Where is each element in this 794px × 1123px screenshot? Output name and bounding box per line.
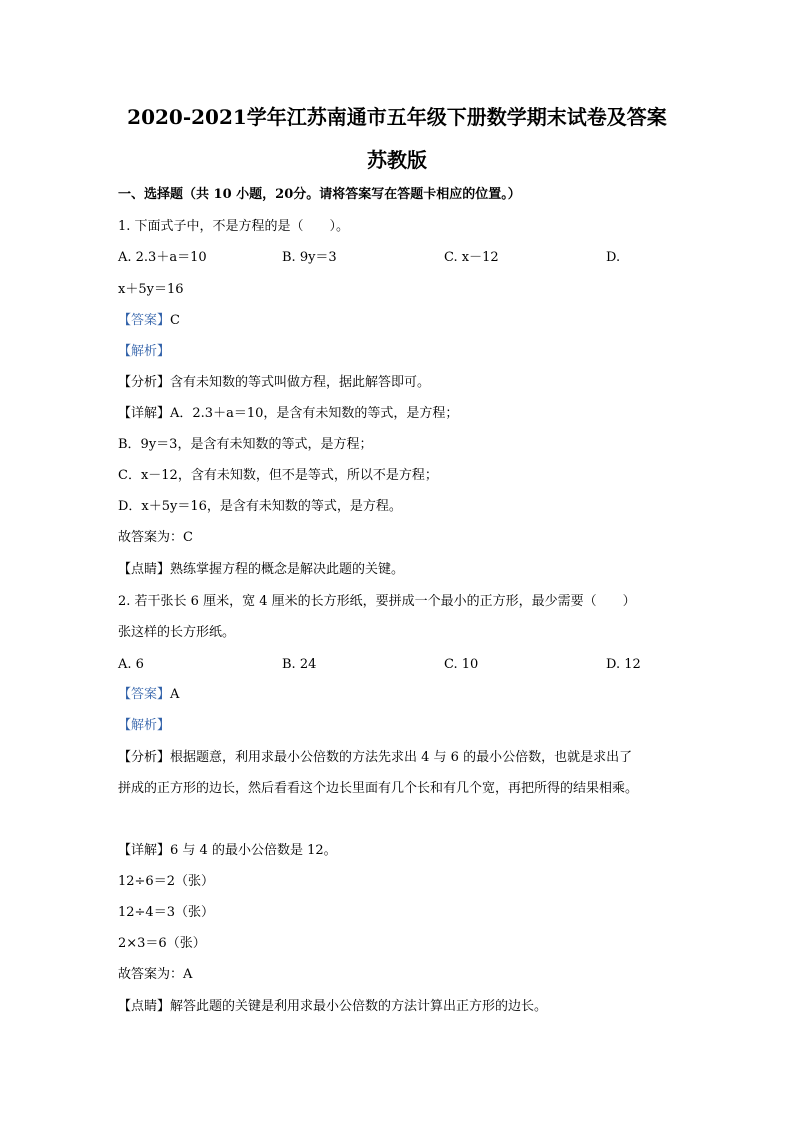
fenxi-tag: 【分析】: [118, 750, 171, 765]
answer-tag: 【答案】: [118, 687, 171, 702]
question-1-xiangjie-a: [118, 405, 458, 423]
section-heading: 一、选择题（共 10 小题，20分。请将答案写在答题卡相应的位置。）: [118, 187, 521, 202]
question-1-jiexi: [118, 343, 170, 361]
dianjing-text: 解答此题的关键是利用求最小公倍数的方法计算出正方形的边长。: [170, 999, 548, 1014]
jiexi-tag: 【解析】: [118, 344, 171, 359]
question-1-stem: 1. 下面式子中，不是方程的是（ ）。: [118, 219, 350, 234]
question-1-xiangjie-c: C．x－12，含有未知数，但不是等式，所以不是方程；: [118, 468, 438, 483]
question-2-xiangjie: [118, 842, 337, 860]
answer-value: C: [170, 313, 180, 328]
dianjing-tag: 【点睛】: [118, 999, 171, 1014]
document-title-line-1: 2020-2021学年江苏南通市五年级下册数学期末试卷及答案: [127, 105, 667, 129]
question-1-xiangjie-d: D．x＋5y＝16，是含有未知数的等式，是方程。: [118, 499, 402, 514]
question-2-conclusion: 故答案为：A: [118, 967, 193, 982]
question-1-conclusion: 故答案为：C: [118, 530, 193, 545]
question-1-option-c: C. x－12: [444, 250, 499, 265]
question-2-stem-line-2: 张这样的长方形纸。: [118, 625, 236, 640]
dianjing-tag: 【点睛】: [118, 562, 171, 577]
question-1-option-d: D.: [606, 250, 621, 265]
document-title-line-2: 苏教版: [367, 148, 427, 172]
fenxi-text: 含有未知数的等式叫做方程，据此解答即可。: [170, 375, 431, 390]
question-2-option-b: B. 24: [282, 657, 317, 672]
question-2-calc-3: 2×3＝6（张）: [118, 936, 206, 951]
xiangjie-text: 6 与 4 的最小公倍数是 12。: [170, 843, 337, 858]
xiangjie-tag: 【详解】: [118, 843, 171, 858]
question-2-option-d: D. 12: [606, 657, 641, 672]
question-1-option-b: B. 9y＝3: [282, 250, 337, 265]
question-1-answer: [118, 312, 180, 330]
fenxi-tag: 【分析】: [118, 375, 171, 390]
question-1-xiangjie-b: B．9y＝3，是含有未知数的等式，是方程；: [118, 437, 373, 452]
dianjing-text: 熟练掌握方程的概念是解决此题的关键。: [170, 562, 405, 577]
question-2-answer: [118, 686, 179, 704]
question-1-dianjing: [118, 561, 404, 579]
question-2-calc-1: 12÷6＝2（张）: [118, 874, 214, 889]
question-2-stem-line-1: 2. 若干张长 6 厘米，宽 4 厘米的长方形纸，要拼成一个最小的正方形，最少需要（ ）: [118, 594, 636, 609]
question-1-fenxi: [118, 374, 430, 392]
question-2-jiexi: [118, 717, 170, 735]
question-2-fenxi-line-1: [118, 749, 632, 767]
question-2-option-c: C. 10: [444, 657, 479, 672]
question-2-option-a: A. 6: [118, 657, 144, 672]
jiexi-tag: 【解析】: [118, 718, 171, 733]
question-2-dianjing: [118, 998, 547, 1016]
xiangjie-tag: 【详解】: [118, 406, 171, 421]
question-1-option-a: A. 2.3＋a＝10: [118, 250, 207, 265]
xiangjie-line: A．2.3＋a＝10，是含有未知数的等式，是方程；: [170, 406, 459, 421]
question-1-option-d-value: x＋5y＝16: [118, 282, 184, 297]
fenxi-text: 根据题意，利用求最小公倍数的方法先求出 4 与 6 的最小公倍数，也就是求出了: [170, 750, 633, 765]
answer-value: A: [170, 687, 180, 702]
answer-tag: 【答案】: [118, 313, 171, 328]
question-2-calc-2: 12÷4＝3（张）: [118, 905, 214, 920]
question-2-fenxi-line-2: 拼成的正方形的边长，然后看看这个边长里面有几个长和有几个宽，再把所得的结果相乘。: [118, 781, 639, 796]
